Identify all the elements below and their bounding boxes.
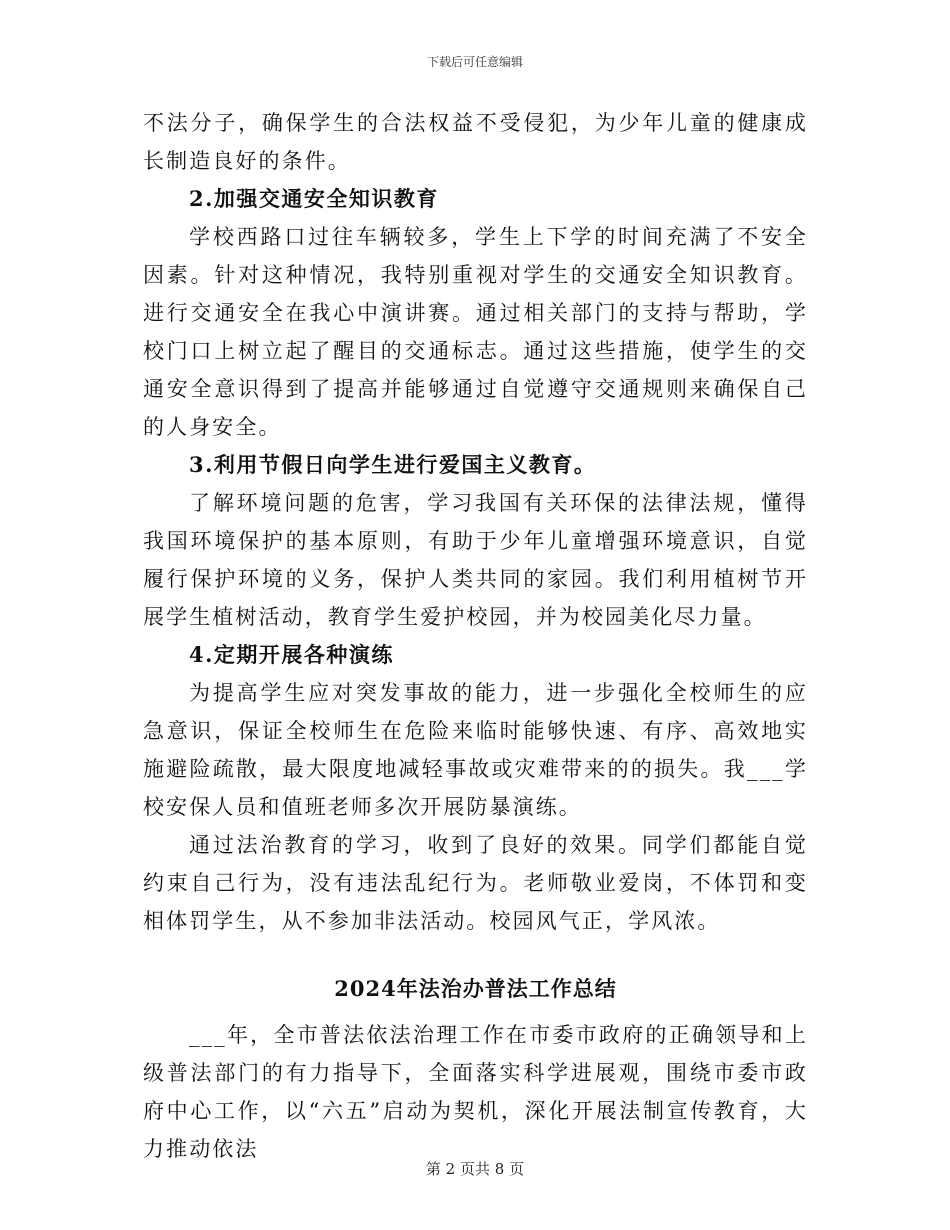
- section-heading-patriotism: 3.利用节假日向学生进行爱国主义教育。: [189, 452, 597, 477]
- paragraph-results: 通过法治教育的学习，收到了良好的效果。同学们都能自觉约束自己行为，没有违法乱纪行为。老师敬业爱岗，不体罚和变相体罚学生，从不参加非法活动。校园风气正，学风浓。: [143, 833, 808, 933]
- paragraph-traffic-safety: 学校西路口过往车辆较多，学生上下学的时间充满了不安全因素。针对这种情况，我特别重视对学生的交通安全知识教育。进行交通安全在我心中演讲赛。通过相关部门的支持与帮助，学校门口上树立起了醒目的交通标志。通过这些措施，使学生的交通安全意识得到了提高并能够通过自觉遵守交通规则来确保自己的人身安全。: [143, 225, 808, 439]
- document-title: 2024年法治办普法工作总结: [334, 976, 617, 1001]
- section-heading-traffic-safety: 2.加强交通安全知识教育: [189, 186, 439, 211]
- paragraph-summary-intro: ___年，全市普法依法治理工作在市委市政府的正确领导和上级普法部门的有力指导下，全面落实科学进展观，围绕市委市政府中心工作，以“六五”启动为契机，深化开展法制宣传教育，大力推动依法: [143, 1023, 808, 1161]
- paragraph-environment: 了解环境问题的危害，学习我国有关环保的法律法规，懂得我国环境保护的基本原则，有助于少年儿童增强环境意识，自觉履行保护环境的义务，保护人类共同的家园。我们利用植树节开展学生植树活动，教育学生爱护校园，并为校园美化尽力量。: [143, 491, 808, 629]
- page-header: 下载后可任意编辑: [426, 55, 523, 69]
- paragraph-drills: 为提高学生应对突发事故的能力，进一步强化全校师生的应急意识，保证全校师生在危险来临时能够快速、有序、高效地实施避险疏散，最大限度地减轻事故或灾难带来的的损失。我___学校安保人员和值班老师多次开展防暴演练。: [143, 681, 808, 819]
- paragraph-continued: 不法分子，确保学生的合法权益不受侵犯，为少年儿童的健康成长制造良好的条件。: [143, 111, 808, 173]
- section-heading-drills: 4.定期开展各种演练: [189, 642, 394, 667]
- document-body: [143, 104, 808, 1168]
- page-footer: 第 2 页共 8 页: [425, 1160, 525, 1178]
